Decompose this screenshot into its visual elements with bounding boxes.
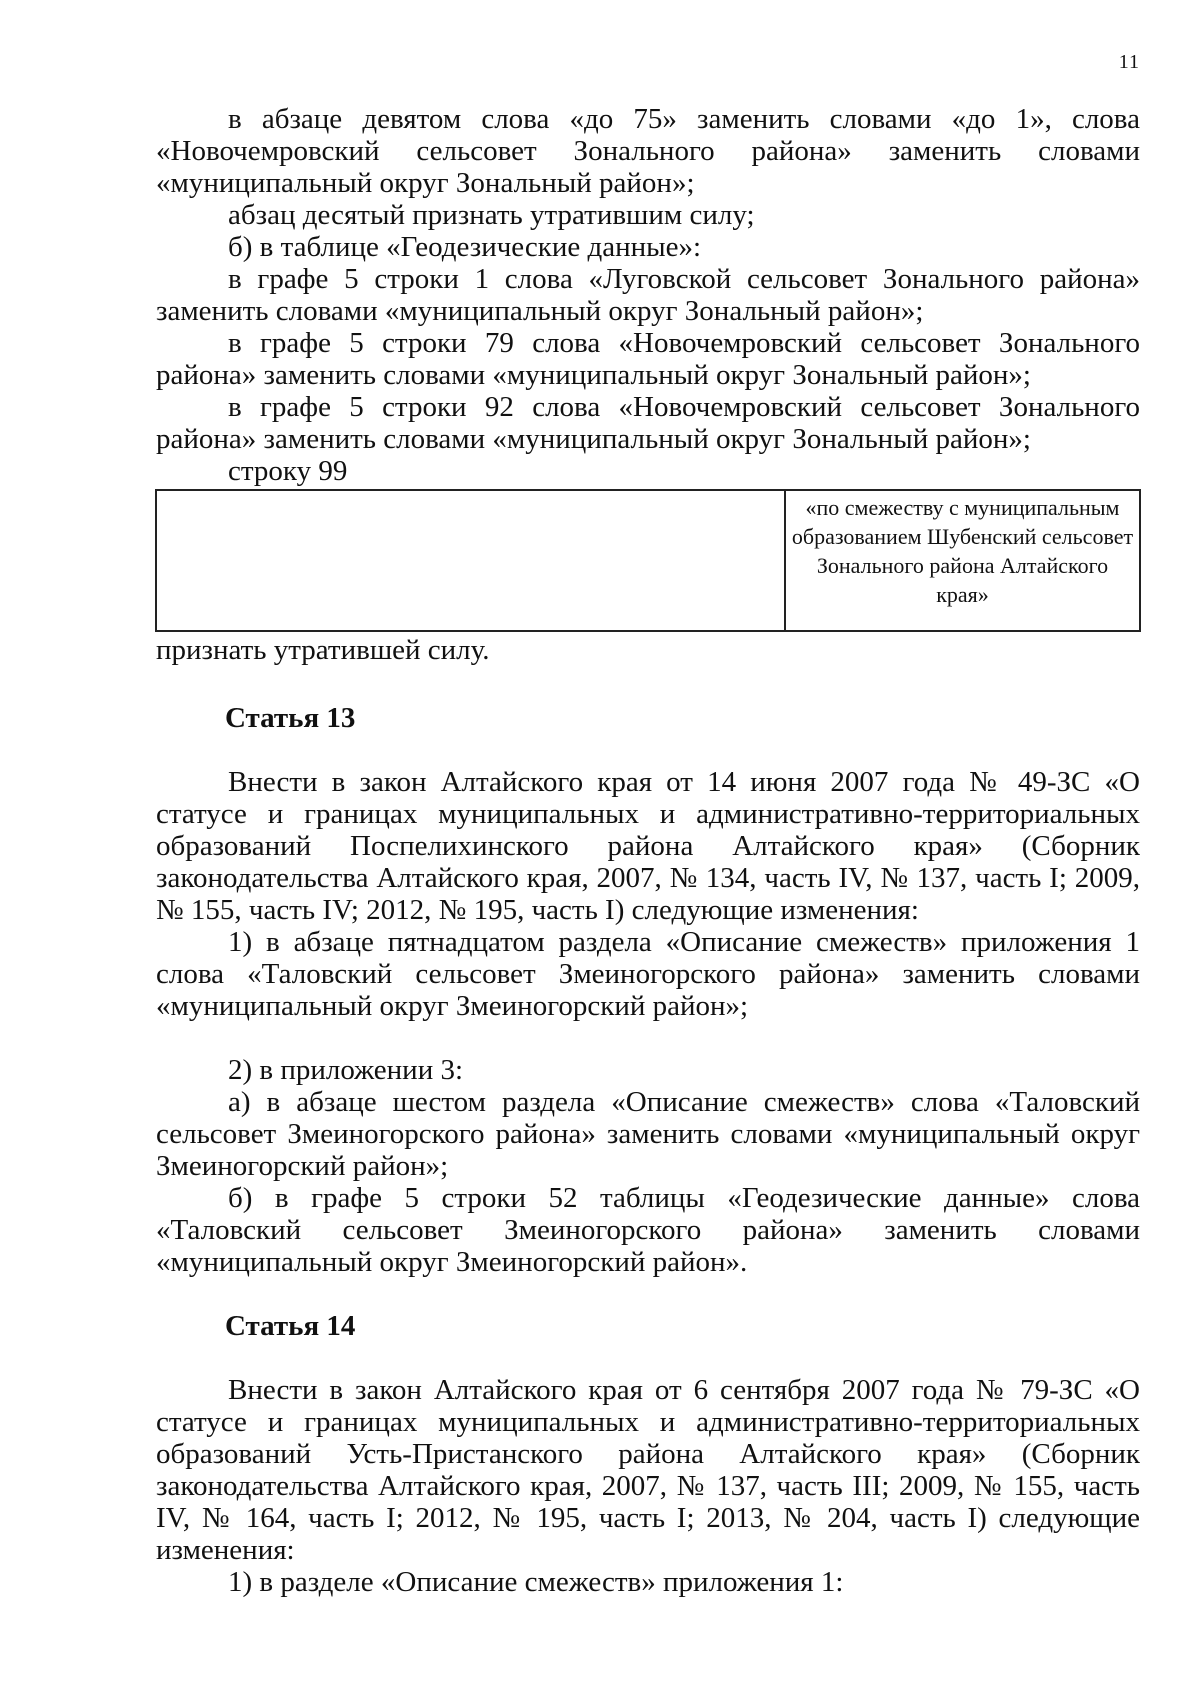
article-13-paragraph-2: 1) в абзаце пятнадцатом раздела «Описание смежеств» приложения 1 слова «Таловский сельсовет Змеиногорского района» заменить словами «муниципальный округ Змеиногорский район»; xyxy=(156,926,1140,1022)
after-table-section xyxy=(156,634,1140,666)
article-14-heading: Статья 14 xyxy=(225,1310,356,1342)
top-section xyxy=(156,103,1140,487)
paragraph-top-2: абзац десятый признать утратившим силу; xyxy=(228,199,755,231)
paragraph-top-1: в абзаце девятом слова «до 75» заменить словами «до 1», слова «Новочемровский сельсовет Зонального района» заменить словами «муниципальный округ Зональный район»; xyxy=(156,103,1140,199)
row-99-table xyxy=(155,489,1141,632)
paragraph-top-5: в графе 5 строки 79 слова «Новочемровский сельсовет Зонального района» заменить словами «муниципальный округ Зональный район»; xyxy=(156,327,1140,391)
article-13-paragraph-1: Внести в закон Алтайского края от 14 июня 2007 года № 49-ЗС «О статусе и границах муниципальных и административно-территориальных образований Поспелихинского района Алтайского края» (Сборник законодательства Алтайского края, 2007, № 134, часть IV, № 137, часть I; 2009, № 155, часть IV; 2012, № 195, часть I) следующие изменения: xyxy=(156,766,1140,926)
article-13-section-b xyxy=(156,1054,1140,1278)
article-14-paragraph-1: Внести в закон Алтайского края от 6 сентября 2007 года № 79-ЗС «О статусе и границах муниципальных и административно-территориальных образований Усть-Пристанского района Алтайского края» (Сборник законодательства Алтайского края, 2007, № 137, часть III; 2009, № 155, часть IV, № 164, часть I; 2012, № 195, часть I; 2013, № 204, часть I) следующие изменения: xyxy=(156,1374,1140,1566)
paragraph-top-7: строку 99 xyxy=(228,455,348,487)
paragraph-top-4: в графе 5 строки 1 слова «Луговской сельсовет Зонального района» заменить словами «муниципальный округ Зональный район»; xyxy=(156,263,1140,327)
page-number: 11 xyxy=(1118,51,1140,73)
article-14-section xyxy=(156,1374,1140,1598)
table-cell-text: «по смежеству с муниципальным образованием Шубенский сельсовет Зонального района Алтайского края» xyxy=(785,490,1140,631)
table-cell-empty xyxy=(156,490,785,631)
article-13-heading: Статья 13 xyxy=(225,702,356,734)
paragraph-top-6: в графе 5 строки 92 слова «Новочемровский сельсовет Зонального района» заменить словами «муниципальный округ Зональный район»; xyxy=(156,391,1140,455)
paragraph-top-3: б) в таблице «Геодезические данные»: xyxy=(228,231,702,263)
article-13-section-a xyxy=(156,766,1140,1022)
article-13-paragraph-5: б) в графе 5 строки 52 таблицы «Геодезические данные» слова «Таловский сельсовет Змеиногорского района» заменить словами «муниципальный округ Змеиногорский район». xyxy=(156,1182,1140,1278)
paragraph-after-table: признать утратившей силу. xyxy=(156,634,490,666)
article-14-paragraph-2: 1) в разделе «Описание смежеств» приложения 1: xyxy=(228,1566,844,1598)
article-13-paragraph-4: а) в абзаце шестом раздела «Описание смежеств» слова «Таловский сельсовет Змеиногорского района» заменить словами «муниципальный округ Змеиногорский район»; xyxy=(156,1086,1140,1182)
article-13-paragraph-3: 2) в приложении 3: xyxy=(228,1054,464,1086)
table-row xyxy=(156,490,1140,631)
